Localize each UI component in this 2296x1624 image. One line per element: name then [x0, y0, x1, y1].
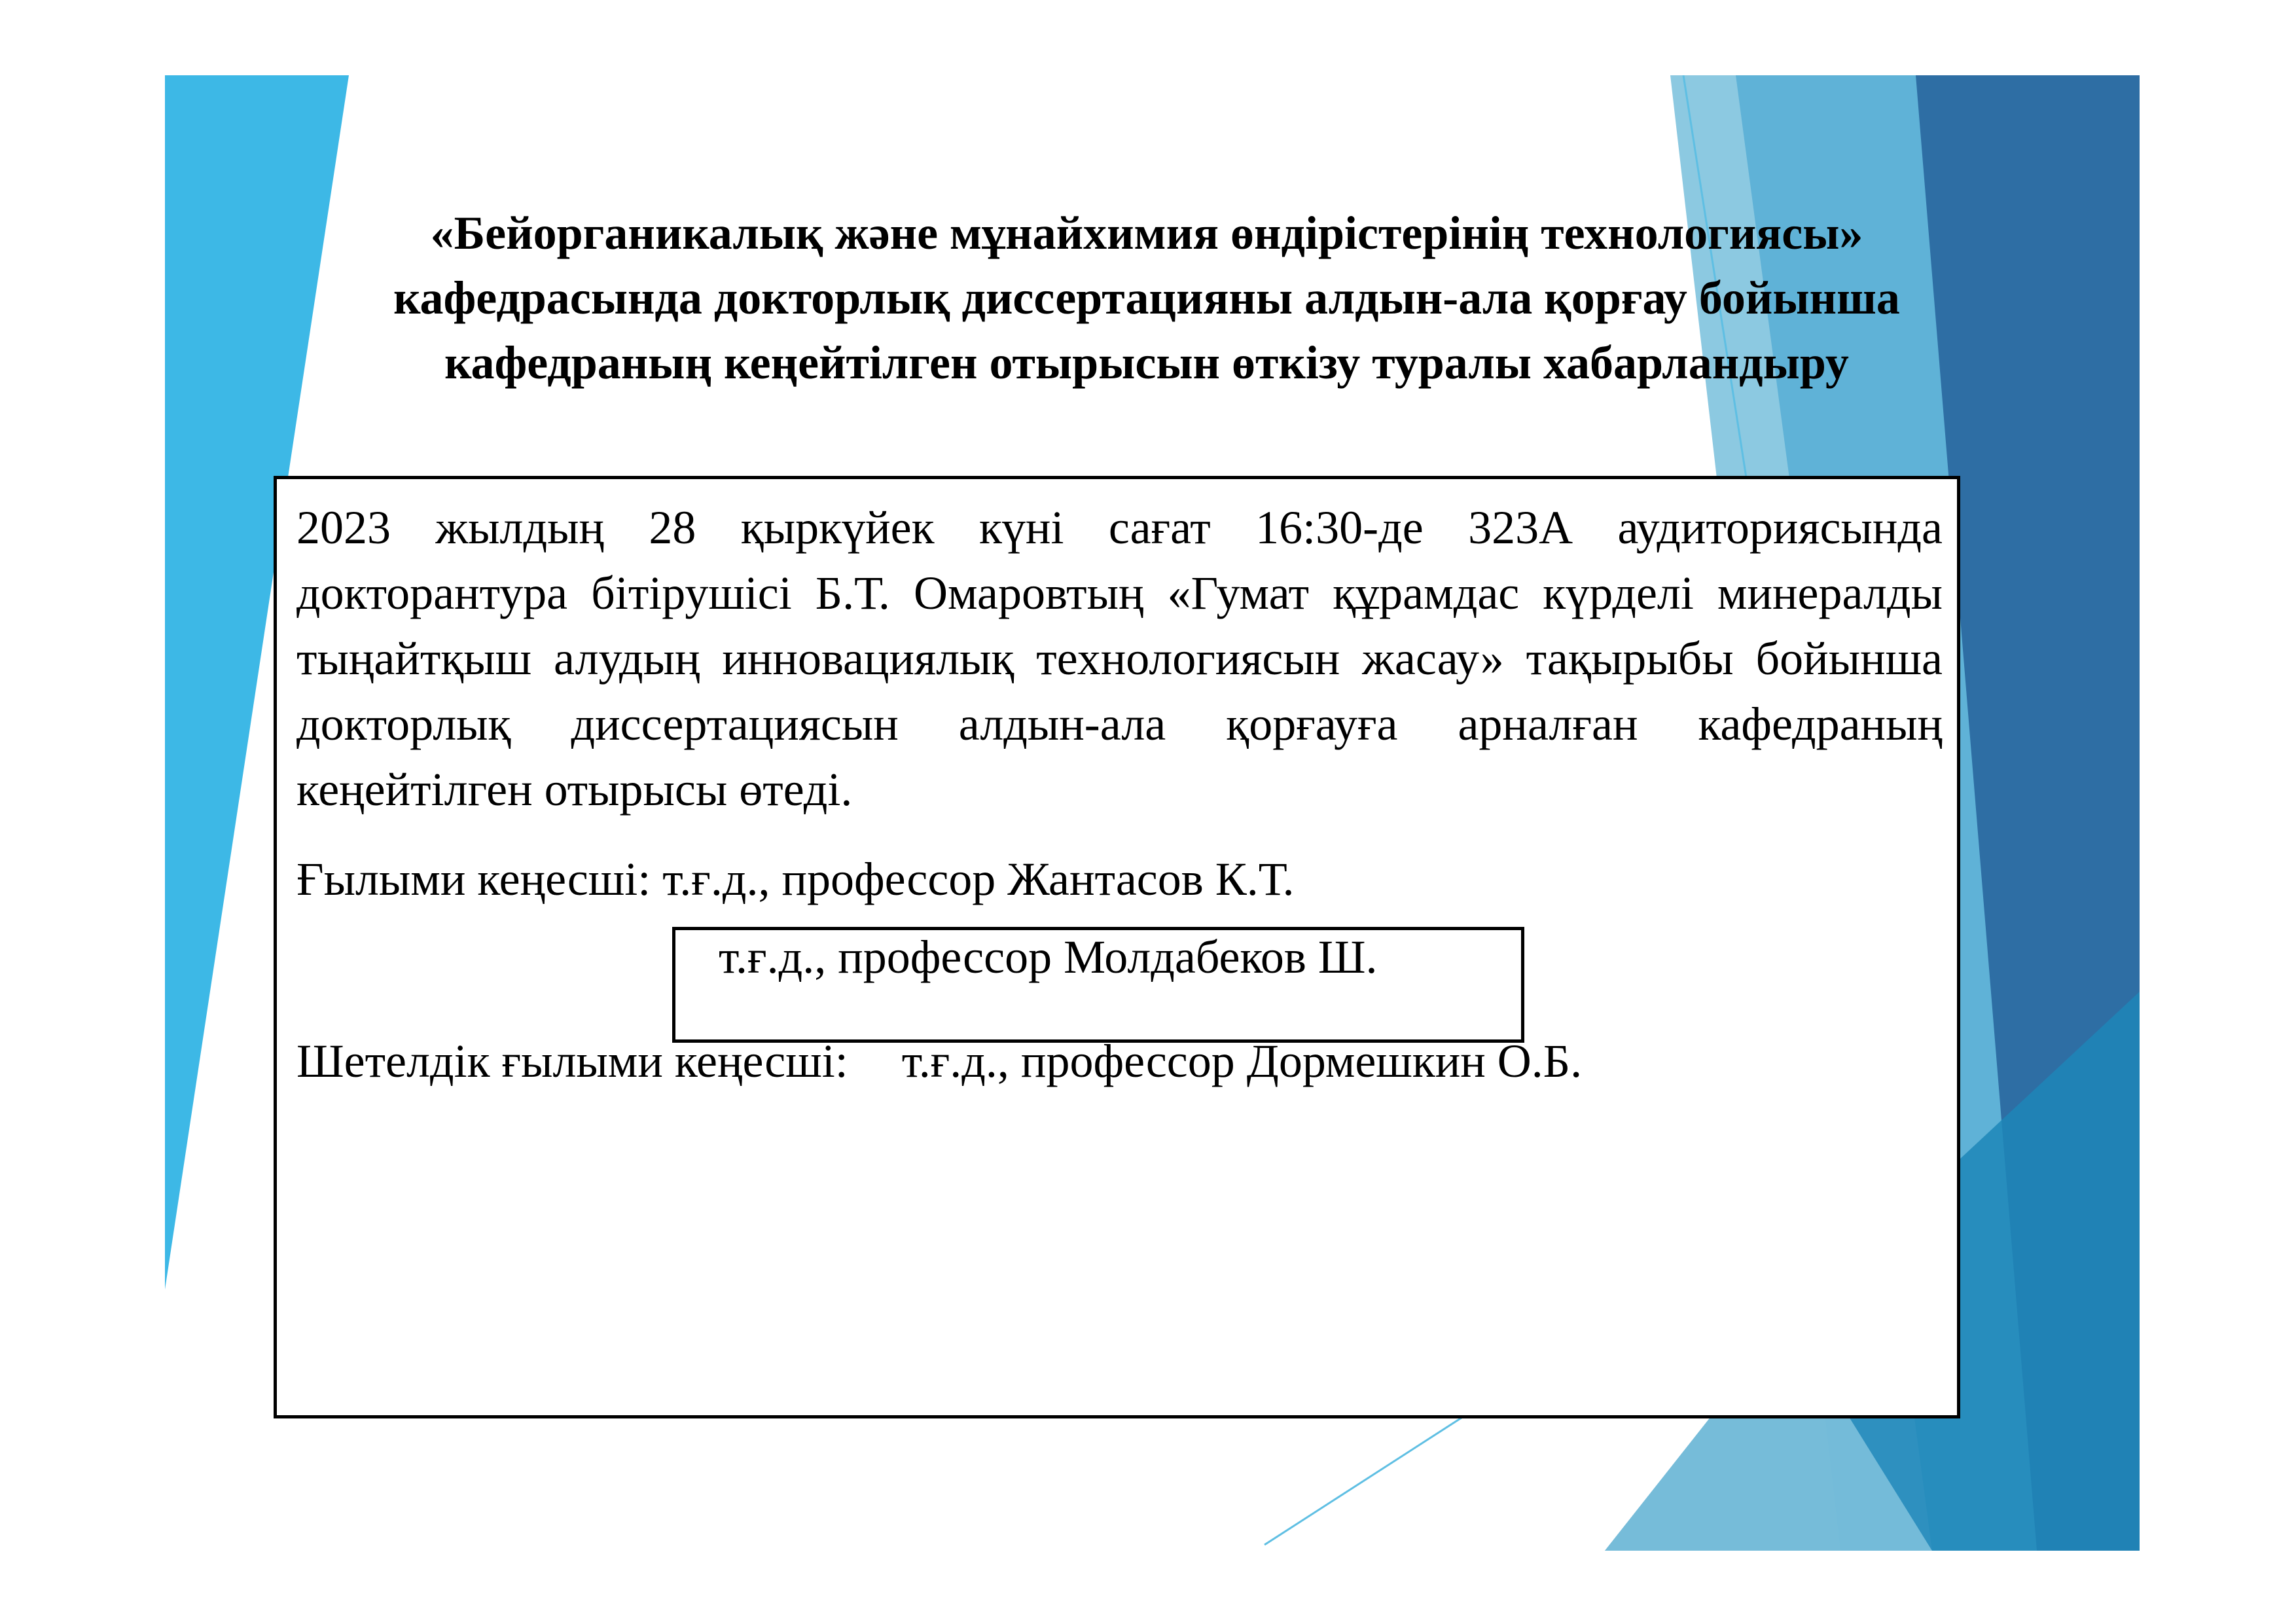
announcement-title: «Бейорганикалық және мұнайхимия өндірістерінің технологиясы» кафедрасында докторлық диссертацияны алдын-ала қорғау бойынша кафедраның кеңейтілген отырысын өткізу туралы хабарландыру: [393, 207, 1900, 389]
slide: [165, 75, 2140, 1551]
second-advisor-line: т.ғ.д., профессор Молдабеков Ш.: [719, 931, 1378, 983]
scientific-advisor-line: Ғылыми кеңесші: т.ғ.д., профессор Жантасов К.Т.: [296, 853, 1295, 905]
second-advisor-box: [672, 927, 1524, 1043]
foreign-advisor-label: Шетелдік ғылыми кеңесші:: [296, 1035, 848, 1087]
announcement-text: 2023 жылдың 28 қыркүйек күні сағат 16:30-де 323А аудиториясында докторантура бітірушісі Б.Т. Омаровтың «Гумат құрамдас күрделі минералды тыңайтқыш алудың инновациялық технологиясын жасау» тақырыбы бойынша докторлық диссертациясын алдын-ала қорғауға арналған кафедраның кеңейтілген отырысы өтеді.: [296, 501, 1943, 816]
foreign-advisor-value: т.ғ.д., профессор Дормешкин О.Б.: [901, 1035, 1583, 1087]
foreign-advisor-line: [296, 1034, 1582, 1089]
announcement-content-box: [274, 476, 1960, 1418]
